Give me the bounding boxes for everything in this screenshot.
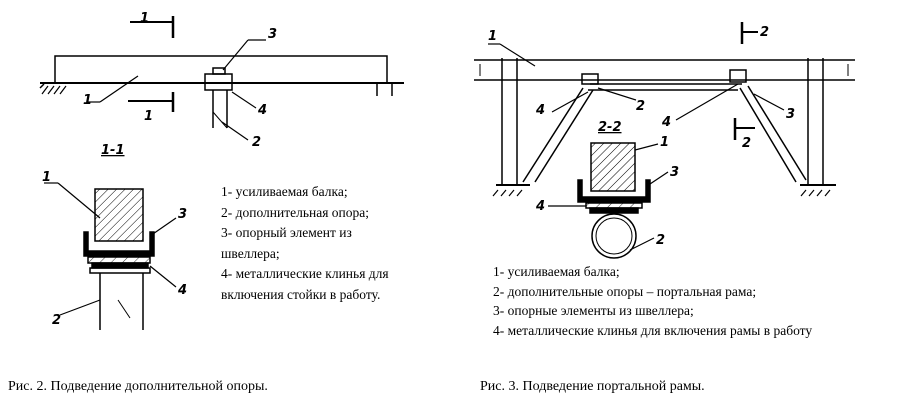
fig3-caption: Рис. 3. Подведение портальной рамы.: [480, 379, 705, 394]
fig3-section-detail: [548, 143, 668, 258]
fig3-section-mark-top: 2: [760, 25, 770, 40]
fig3-legend-item: 1- усиливаемая балка;: [493, 264, 620, 279]
fig2-section-beam: [95, 189, 143, 241]
fig3-legend: [493, 262, 812, 340]
fig3-section-mark-side: 2: [742, 136, 752, 151]
fig3-legend-item: 2- дополнительные опоры – портальная рама;: [493, 283, 757, 299]
fig3-callout-4-right: 4: [662, 115, 672, 130]
fig2-legend-item: включения стойки в работу.: [221, 286, 381, 302]
fig2-elevation: [40, 16, 404, 140]
fig2-callout-2: 2: [252, 135, 262, 150]
fig3-callout-4-left: 4: [536, 103, 546, 118]
fig2-detail-callout-2: 2: [52, 313, 62, 328]
fig3-elevation: [474, 22, 855, 196]
fig2-legend-item: 1- усиливаемая балка;: [221, 184, 348, 199]
fig2-legend-item: 3- опорный элемент из: [221, 225, 352, 240]
fig2-legend: [221, 182, 389, 305]
fig2-labels: [83, 11, 277, 158]
fig2-beam: [55, 56, 387, 83]
fig2-callout-4: 4: [258, 103, 268, 118]
fig2-section-detail: [44, 183, 176, 330]
fig2-detail-callout-1: 1: [42, 170, 52, 185]
fig3-detail-callout-3: 3: [670, 165, 680, 180]
fig3-detail-callout-4: 4: [536, 199, 546, 214]
fig2-legend-item: швеллера;: [221, 245, 280, 261]
fig3-callout-2: 2: [636, 99, 646, 114]
fig3-callout-3: 3: [786, 107, 796, 122]
fig2-legend-item: 4- металлические клинья для: [221, 266, 389, 281]
fig3-legend-item: 4- металлические клинья для включения рамы в работу: [493, 322, 813, 338]
fig2-callout-3: 3: [268, 27, 278, 42]
fig3-callout-1: 1: [488, 29, 498, 44]
fig3-section-title: 2-2: [598, 120, 622, 135]
fig2-detail-callout-3: 3: [178, 207, 188, 222]
fig2-section-title: 1-1: [101, 143, 125, 158]
fig3-detail-callout-2: 2: [656, 233, 666, 248]
fig2-detail-callout-4: 4: [178, 283, 188, 298]
fig3-legend-item: 3- опорные элементы из швеллера;: [493, 303, 694, 318]
fig2-section-mark-top: 1: [140, 11, 150, 26]
fig3-section-beam: [591, 143, 635, 191]
fig3-detail-callout-1: 1: [660, 135, 670, 150]
fig2-callout-1: 1: [83, 93, 93, 108]
fig2-legend-item: 2- дополнительная опора;: [221, 204, 370, 220]
fig2-caption: Рис. 2. Подведение дополнительной опоры.: [8, 379, 268, 394]
fig2-section-mark-bottom: 1: [144, 109, 154, 124]
fig3-support-element-left: [582, 74, 598, 84]
